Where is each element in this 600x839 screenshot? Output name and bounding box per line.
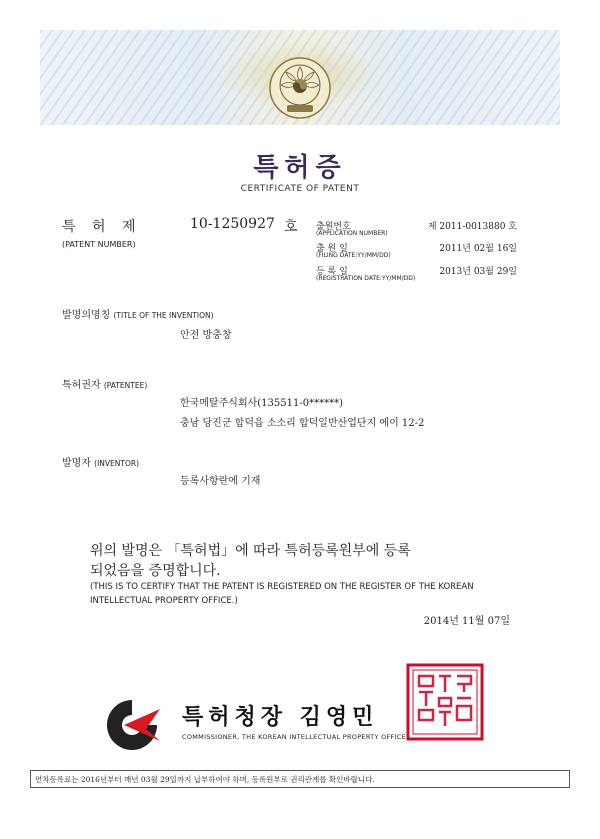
patent-number-suffix: 호 — [284, 219, 298, 235]
official-seal-stamp-icon — [405, 662, 485, 742]
registration-date-label: 등 록 일 — [316, 267, 348, 277]
invention-title-value: 안전 방충창 — [180, 330, 232, 341]
patentee-address: 충남 당진군 합덕읍 소소리 합덕일반산업단지 에이 12-2 — [180, 418, 425, 429]
registration-date-label-en: (REGISTRATION DATE:YY/MM/DD) — [316, 275, 416, 282]
certificate-title: 특허증 — [253, 153, 347, 183]
patentee-label-ko: 특허권자 — [62, 380, 101, 391]
patentee-label-en: (PATENTEE) — [103, 381, 148, 390]
commissioner-title: 특허청장 김영민 — [182, 705, 379, 730]
application-number-label: 출원번호 — [316, 222, 351, 232]
filing-date-value: 2011년 02월 16일 — [439, 244, 517, 254]
patentee-name: 한국메탈주식회사(135511-0******) — [180, 398, 343, 409]
registration-date-value: 2013년 03월 29일 — [439, 267, 517, 277]
invention-title-label-en: (TITLE OF THE INVENTION) — [113, 311, 214, 320]
kipo-logo-icon — [102, 695, 162, 755]
national-emblem-icon — [267, 55, 333, 121]
inventor-label — [62, 454, 139, 469]
invention-title-label — [62, 306, 214, 321]
certification-line-2: 되었음을 증명합니다. — [90, 563, 221, 579]
certificate-subtitle: CERTIFICATE OF PATENT — [240, 184, 360, 194]
patent-number-value: 10-1250927 — [190, 216, 275, 232]
patent-number-label-en: (PATENT NUMBER) — [62, 240, 136, 249]
patent-number-label: 특 허 제 — [62, 219, 142, 235]
inventor-label-ko: 발명자 — [62, 458, 91, 469]
application-number-value: 제 2011-0013880 호 — [427, 222, 517, 232]
inventor-label-en: (INVENTOR) — [94, 459, 140, 468]
filing-date-label-en: (FILING DATE:YY/MM/DD) — [316, 252, 391, 259]
certification-en-line-2: INTELLECTUAL PROPERTY OFFICE.) — [90, 596, 238, 606]
application-number-label-en: (APPLICATION NUMBER) — [316, 230, 388, 237]
issue-date: 2014년 11월 07일 — [423, 616, 510, 627]
footer-notice: 연차등록료는 2016년부터 매년 03월 29일까지 납부하여야 하며, 등록원부로 권리관계를 확인바랍니다. — [30, 770, 570, 788]
invention-title-label-ko: 발명의명칭 — [62, 310, 111, 321]
commissioner-title-en: COMMISSIONER, THE KOREAN INTELLECTUAL PROPERTY OFFICE — [182, 733, 407, 741]
filing-date-label: 출 원 일 — [316, 244, 348, 254]
inventor-value: 등록사항란에 기재 — [180, 476, 261, 487]
certification-en-line-1: (THIS IS TO CERTIFY THAT THE PATENT IS REGISTERED ON THE REGISTER OF THE KOREAN — [90, 582, 474, 592]
certification-line-1: 위의 발명은 「특허법」에 따라 특허등록원부에 등록 — [90, 543, 411, 559]
patentee-label — [62, 376, 147, 391]
